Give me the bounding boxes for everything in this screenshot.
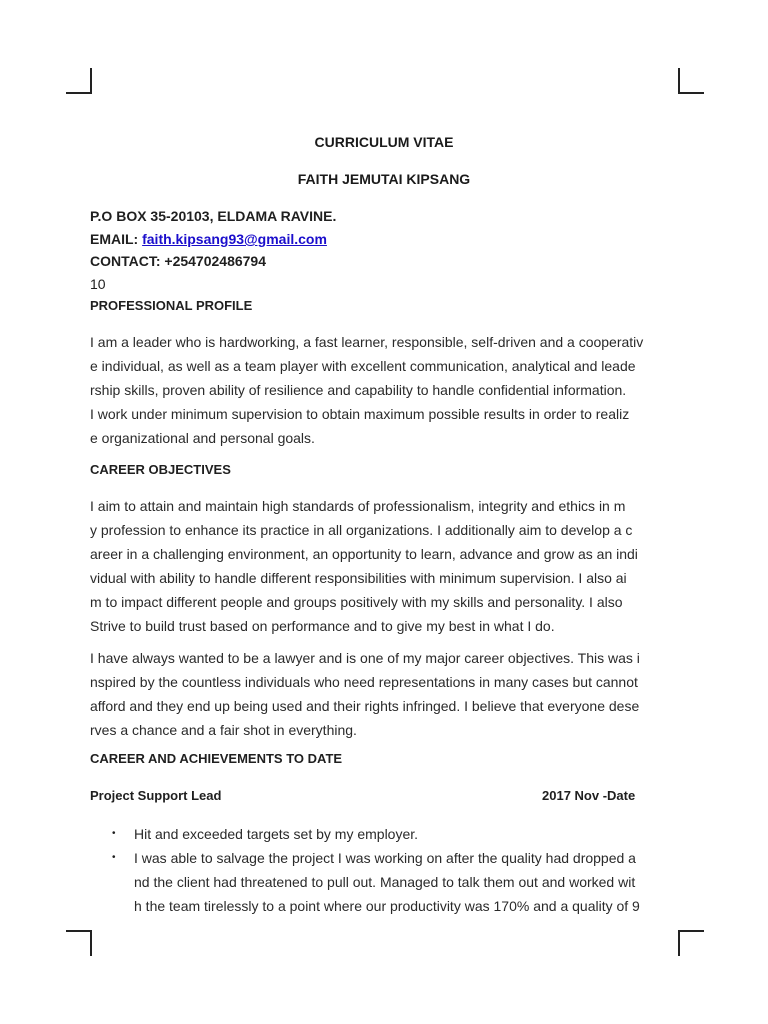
objectives2-line: nspired by the countless individuals who need representations in many cases but cannot xyxy=(90,674,638,690)
profile-line: e organizational and personal goals. xyxy=(90,430,315,446)
objectives-line: m to impact different people and groups positively with my skills and personality. I also xyxy=(90,594,623,610)
objectives-line: vidual with ability to handle different responsibilities with minimum supervision. I also ai xyxy=(90,570,627,586)
objectives-line: areer in a challenging environment, an opportunity to learn, advance and grow as an indi xyxy=(90,546,638,562)
objectives-line: Strive to build trust based on performance and to give my best in what I do. xyxy=(90,618,555,634)
profile-line: I am a leader who is hardworking, a fast learner, responsible, self-driven and a cooperativ xyxy=(90,334,644,350)
bullet-item xyxy=(134,846,694,918)
bullet-icon: • xyxy=(112,828,116,839)
crop-mark-bottom-right xyxy=(678,930,704,956)
bullet-line: Hit and exceeded targets set by my employer. xyxy=(134,826,419,842)
email-link[interactable]: faith.kipsang93@gmail.com xyxy=(142,231,327,247)
objectives2-line: I have always wanted to be a lawyer and is one of my major career objectives. This was i xyxy=(90,650,640,666)
profile-line: I work under minimum supervision to obtain maximum possible results in order to realiz xyxy=(90,406,630,422)
objectives2-line: afford and they end up being used and their rights infringed. I believe that everyone dese xyxy=(90,698,640,714)
objectives-line: I aim to attain and maintain high standards of professionalism, integrity and ethics in m xyxy=(90,498,626,514)
job-title: Project Support Lead xyxy=(90,788,222,803)
crop-mark-bottom-left xyxy=(66,930,92,956)
objectives-paragraph-2 xyxy=(90,646,690,742)
email-label: EMAIL: xyxy=(90,231,143,247)
bullet-icon: • xyxy=(112,852,116,863)
profile-heading: PROFESSIONAL PROFILE xyxy=(90,298,253,313)
crop-mark-top-right xyxy=(678,68,704,94)
bullet-line: I was able to salvage the project I was working on after the quality had dropped a xyxy=(134,850,636,866)
objectives-line: y profession to enhance its practice in all organizations. I additionally aim to develop a c xyxy=(90,522,633,538)
bullet-item xyxy=(134,822,694,846)
postal-address: P.O BOX 35-20103, ELDAMA RAVINE. xyxy=(90,208,337,224)
profile-paragraph xyxy=(90,330,690,450)
bullet-line: h the team tirelessly to a point where our productivity was 170% and a quality of 9 xyxy=(134,898,640,914)
contact-line: CONTACT: +254702486794 xyxy=(90,253,267,269)
objectives2-line: rves a chance and a fair shot in everything. xyxy=(90,722,357,738)
candidate-name: FAITH JEMUTAI KIPSANG xyxy=(297,171,471,187)
stray-number: 10 xyxy=(90,276,106,292)
profile-line: e individual, as well as a team player with excellent communication, analytical and leade xyxy=(90,358,636,374)
job-date: 2017 Nov -Date xyxy=(542,788,636,803)
email-line xyxy=(90,231,327,247)
profile-line: rship skills, proven ability of resilience and capability to handle confidential information. xyxy=(90,382,627,398)
objectives-paragraph xyxy=(90,494,690,638)
objectives-heading: CAREER OBJECTIVES xyxy=(90,462,231,477)
bullet-line: nd the client had threatened to pull out. Managed to talk them out and worked wit xyxy=(134,874,636,890)
crop-mark-top-left xyxy=(66,68,92,94)
achievements-heading: CAREER AND ACHIEVEMENTS TO DATE xyxy=(90,751,343,766)
document-title: CURRICULUM VITAE xyxy=(314,134,454,150)
